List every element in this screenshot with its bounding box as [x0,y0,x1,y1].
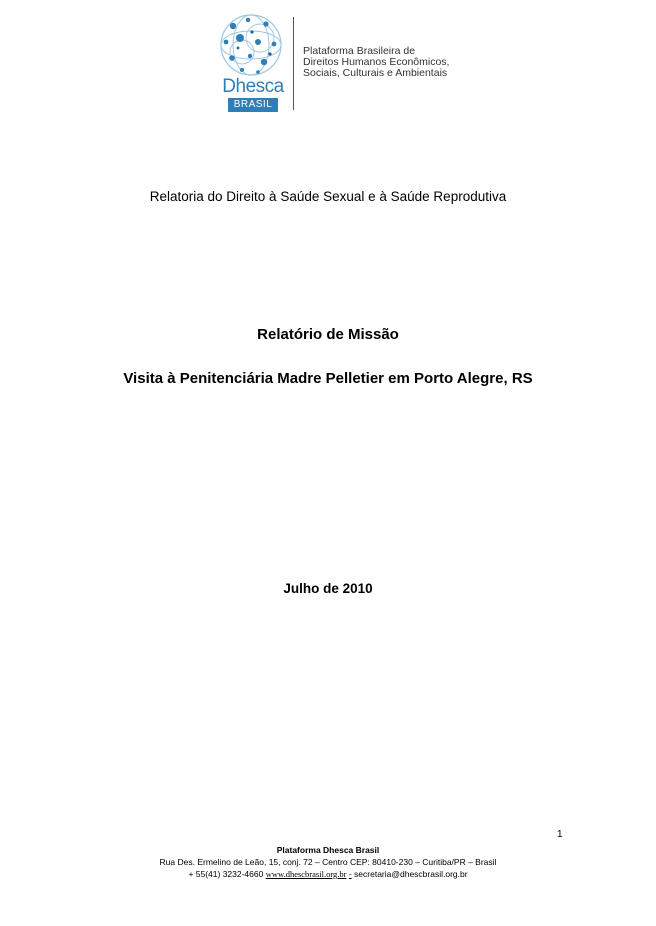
page-number: 1 [557,829,563,840]
footer-address: Rua Des. Ermelino de Leão, 15, conj. 72 – Centro CEP: 80410-230 – Curitiba/PR – Brasil [159,857,497,867]
document-date: Julho de 2010 [283,581,373,596]
mission-title: Visita à Penitenciária Madre Pelletier em Porto Alegre, RS [123,370,533,387]
tagline-line: Sociais, Culturais e Ambientais [303,67,448,79]
footer-contact [0,868,656,880]
logo-tagline [303,46,453,79]
logo-badge: BRASIL [228,98,278,112]
tagline-line: Plataforma Brasileira de [303,45,416,57]
footer-org-name: Plataforma Dhesca Brasil [276,845,380,855]
document-subtitle: Relatoria do Direito à Saúde Sexual e à Saúde Reprodutiva [149,189,507,204]
dhesca-logo [218,12,448,112]
tagline-line: Direitos Humanos Econômicos, [303,56,450,68]
page-footer [0,844,656,880]
footer-email[interactable]: secretaria@dhescbrasil.org.br [354,869,468,879]
footer-phone: + 55(41) 3232-4660 [188,869,264,879]
footer-separator: - [348,869,352,879]
network-globe-icon [218,12,284,78]
logo-divider [293,17,294,110]
logo-name: Dhesca [222,76,284,97]
report-title: Relatório de Missão [257,326,399,343]
footer-website-link[interactable]: www.dhescbrasil.org.br [265,869,347,879]
